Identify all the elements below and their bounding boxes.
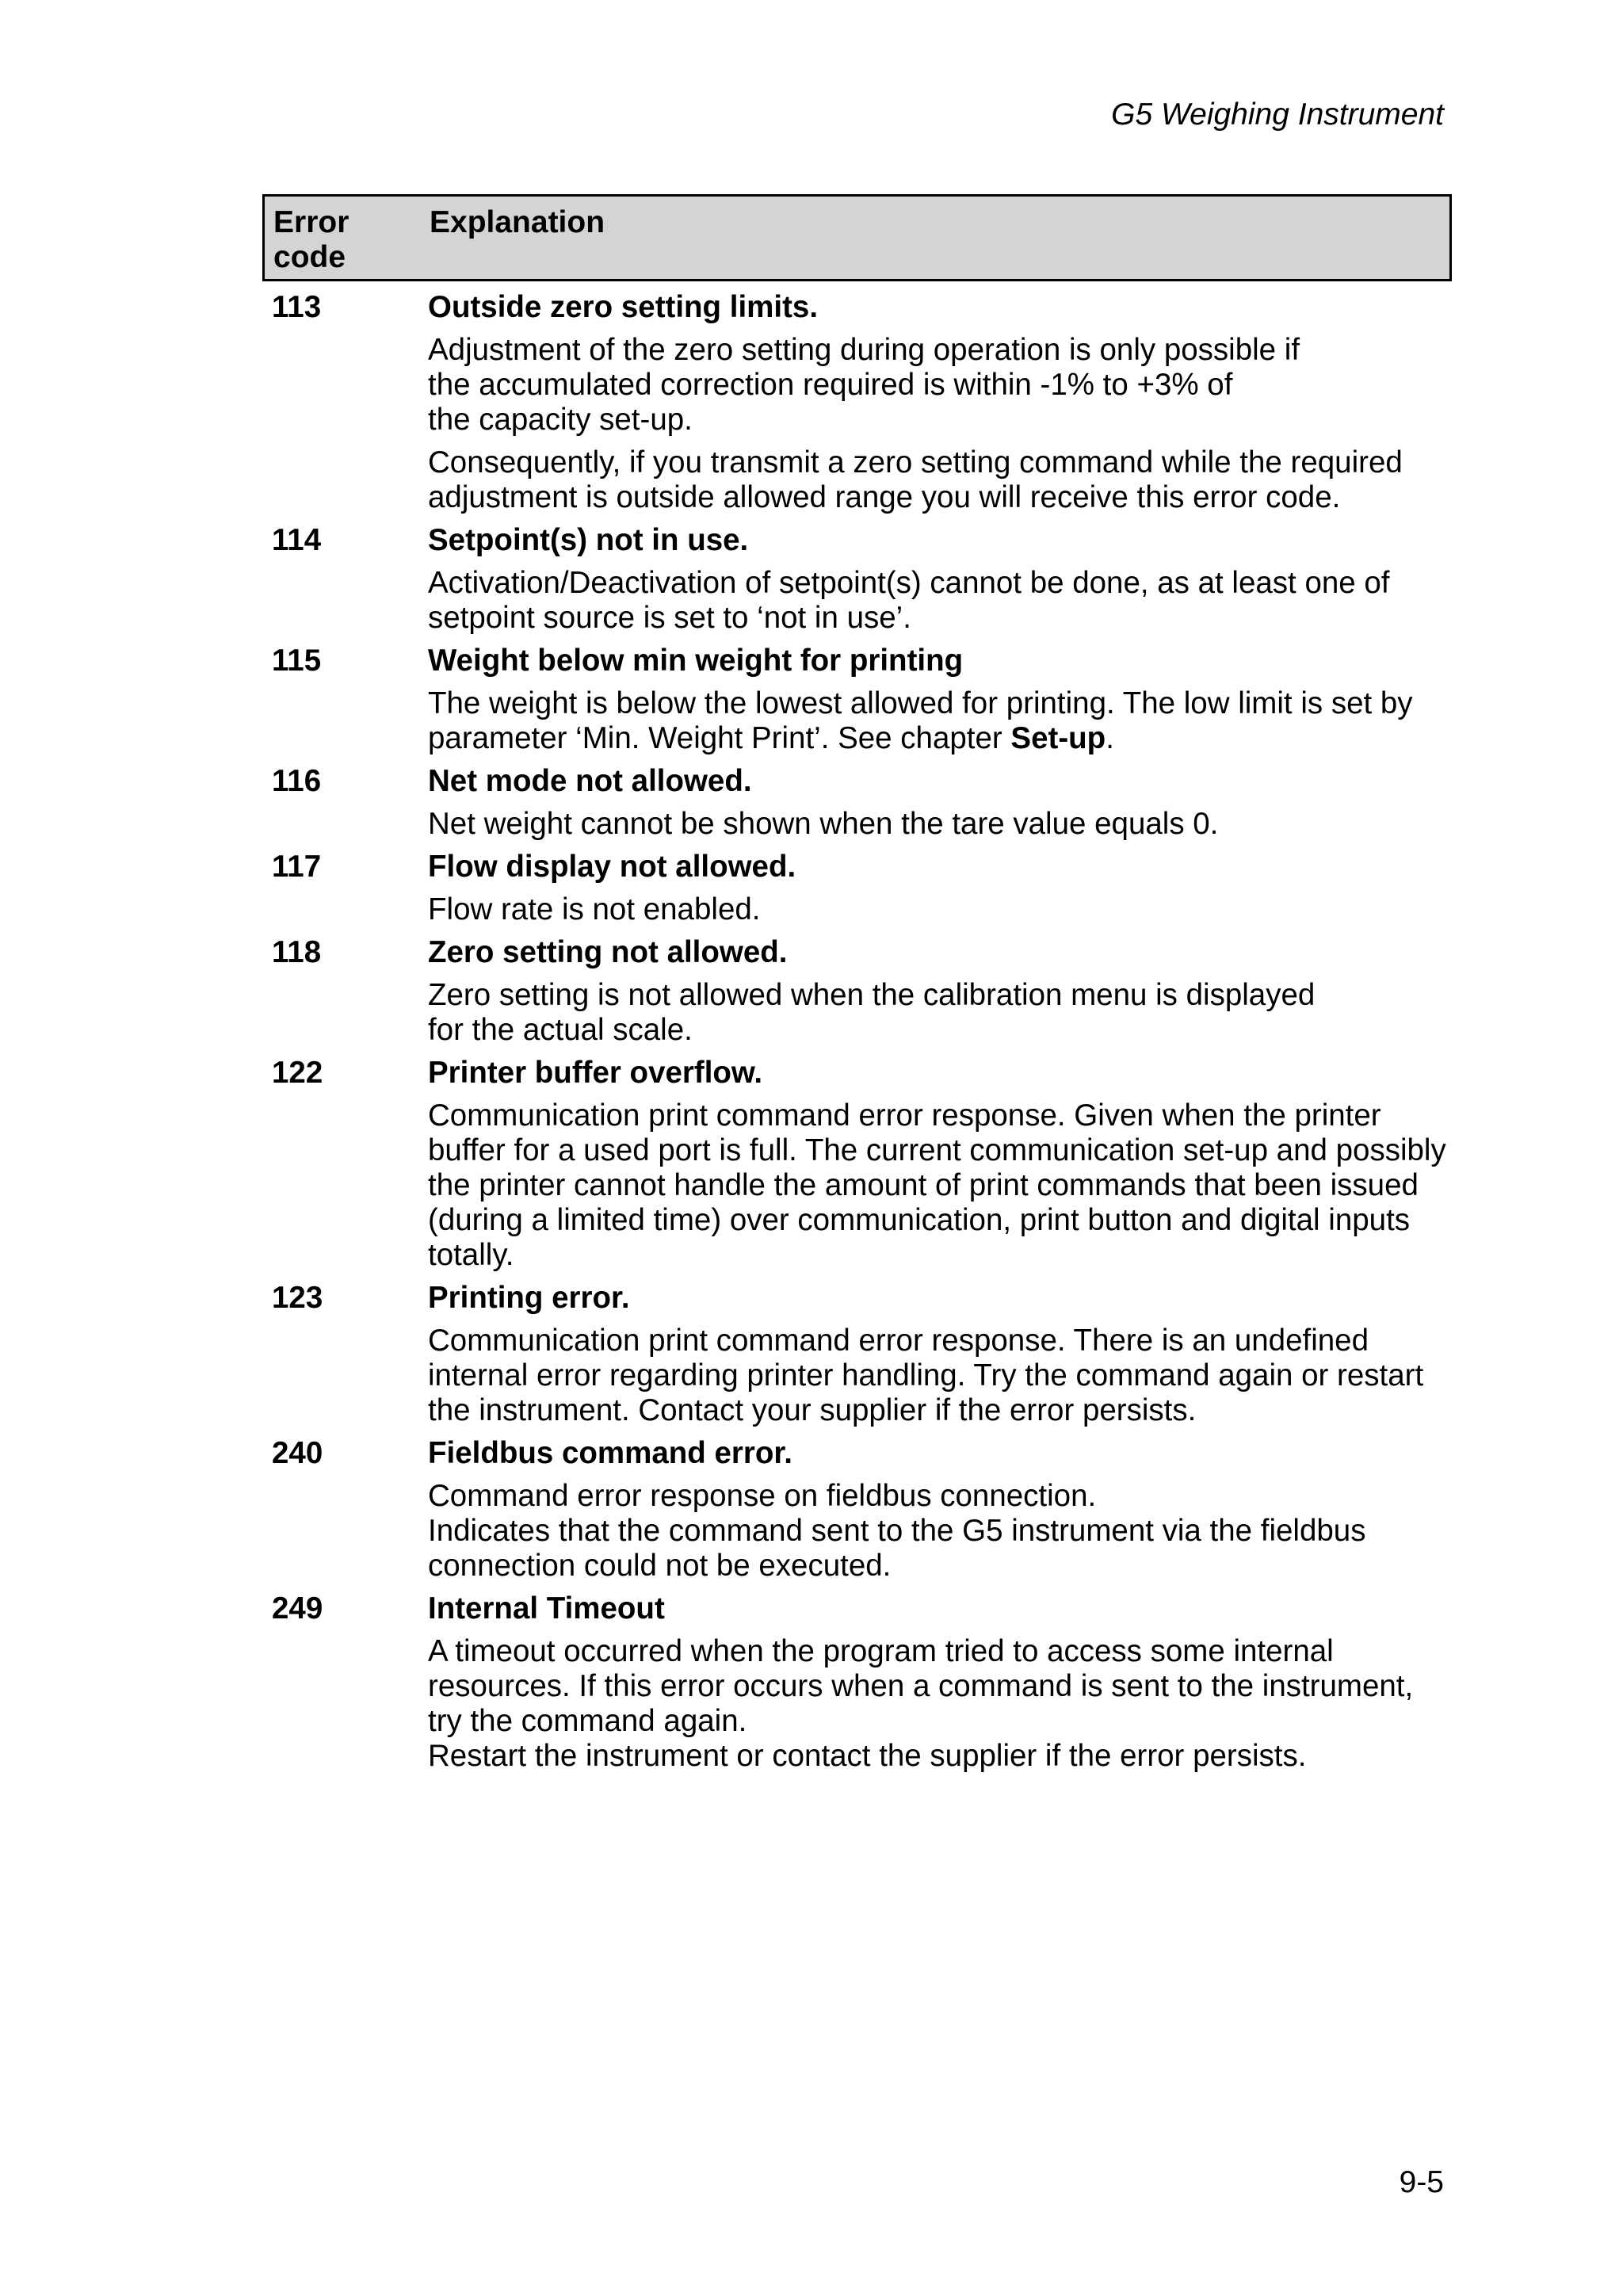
error-description-text: Zero setting is not allowed when the calibration menu is displayed for the actual scale. <box>428 978 1316 1047</box>
error-entry <box>262 644 1452 756</box>
error-title: Outside zero setting limits. <box>428 290 819 324</box>
running-header: G5 Weighing Instrument <box>1111 97 1444 132</box>
error-description <box>428 445 1452 515</box>
error-description <box>428 686 1452 756</box>
error-code: 116 <box>272 764 322 798</box>
error-description-text: Activation/Deactivation of setpoint(s) cannot be done, as at least one of setpoint source is set to ‘not in use’. <box>428 566 1390 635</box>
error-title: Printing error. <box>428 1281 630 1315</box>
error-code-list <box>262 290 1452 1782</box>
error-entry <box>262 1436 1452 1584</box>
error-explanation <box>428 1591 1452 1774</box>
error-entry <box>262 1056 1452 1273</box>
error-code: 118 <box>272 935 322 969</box>
error-title: Printer buffer overflow. <box>428 1056 763 1090</box>
error-explanation <box>428 764 1452 842</box>
error-explanation <box>428 850 1452 927</box>
error-description <box>428 978 1452 1048</box>
error-description-text: A timeout occurred when the program tried to access some internal resources. If this error occurs when a command is sent to the instrument, try the command again. Restart the instrument or contact the supplier if the error persists. <box>428 1634 1414 1773</box>
error-explanation <box>428 1056 1452 1273</box>
page-number: 9-5 <box>1399 2165 1444 2199</box>
error-title: Flow display not allowed. <box>428 850 796 884</box>
error-entry <box>262 523 1452 636</box>
chapter-reference: Set-up <box>1010 721 1106 755</box>
error-code: 122 <box>272 1056 323 1090</box>
error-explanation <box>428 1436 1452 1584</box>
error-description <box>428 892 1452 927</box>
error-description-text: The weight is below the lowest allowed for printing. The low limit is set by parameter ‘Min. Weight Print’. See chapter <box>428 686 1413 755</box>
chapter-reference-tail: . <box>1106 721 1114 755</box>
error-code: 123 <box>272 1281 323 1315</box>
error-code: 240 <box>272 1436 323 1470</box>
column-header-error-code: Error code <box>273 205 349 274</box>
error-description-text: Command error response on fieldbus connection. Indicates that the command sent to the G5 instrument via the fieldbus connection could not be executed. <box>428 1479 1366 1583</box>
error-description <box>428 333 1452 437</box>
error-explanation <box>428 290 1452 515</box>
error-title: Internal Timeout <box>428 1591 665 1626</box>
error-title: Zero setting not allowed. <box>428 935 788 969</box>
error-entry <box>262 1591 1452 1774</box>
error-description <box>428 1324 1452 1428</box>
error-description <box>428 1479 1452 1584</box>
error-code: 113 <box>272 290 322 324</box>
error-explanation <box>428 644 1452 756</box>
error-title: Weight below min weight for printing <box>428 644 964 678</box>
error-description-text: Communication print command error response. Given when the printer buffer for a used port is full. The current communication set-up and possibly the printer cannot handle the amount of print commands that been issued (during a limited time) over communication, print button and digital inputs totally. <box>428 1098 1446 1272</box>
error-description-text: Net weight cannot be shown when the tare value equals 0. <box>428 807 1219 841</box>
error-explanation <box>428 523 1452 636</box>
error-code: 114 <box>272 523 322 557</box>
table-header <box>262 194 1452 281</box>
error-entry <box>262 1281 1452 1428</box>
error-title: Setpoint(s) not in use. <box>428 523 749 557</box>
error-entry <box>262 764 1452 842</box>
error-title: Net mode not allowed. <box>428 764 752 798</box>
error-description-text: Adjustment of the zero setting during operation is only possible if the accumulated correction required is within -1% to +3% of the capacity set-up. <box>428 333 1300 437</box>
error-code: 249 <box>272 1591 323 1626</box>
error-description-text: Communication print command error response. There is an undefined internal error regarding printer handling. Try the command again or restart the instrument. Contact your supplier if the error persists. <box>428 1324 1424 1427</box>
error-description-text: Consequently, if you transmit a zero setting command while the required adjustment is outside allowed range you will receive this error code. <box>428 445 1403 514</box>
error-description-text: Flow rate is not enabled. <box>428 892 761 926</box>
error-title: Fieldbus command error. <box>428 1436 792 1470</box>
error-entry <box>262 935 1452 1048</box>
error-code: 115 <box>272 644 322 678</box>
error-description <box>428 1634 1452 1774</box>
error-explanation <box>428 1281 1452 1428</box>
error-entry <box>262 850 1452 927</box>
column-header-explanation: Explanation <box>430 205 605 239</box>
error-entry <box>262 290 1452 515</box>
error-code: 117 <box>272 850 322 884</box>
error-description <box>428 1098 1452 1273</box>
error-explanation <box>428 935 1452 1048</box>
error-description <box>428 807 1452 842</box>
error-description <box>428 566 1452 636</box>
